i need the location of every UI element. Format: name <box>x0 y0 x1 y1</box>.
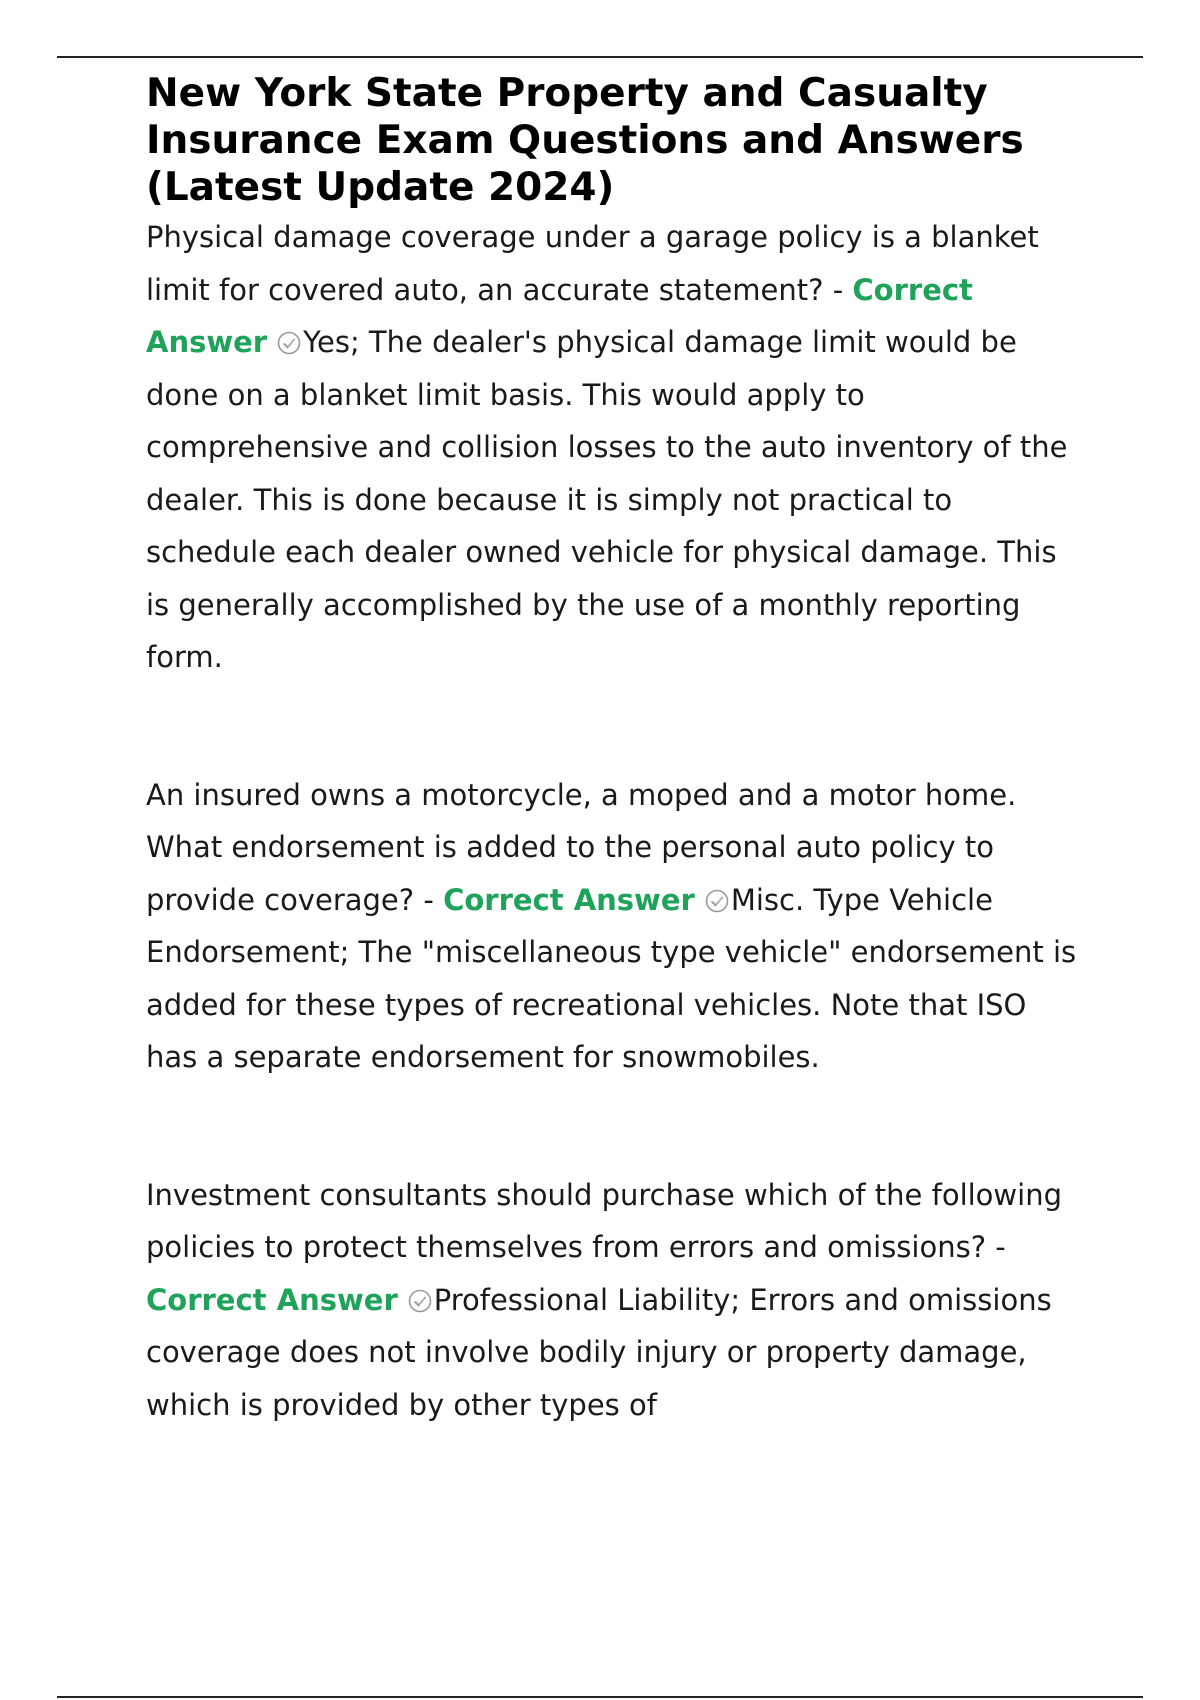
question-text: An insured owns a motorcycle, a moped and a motor home. What endorsement is added to the personal auto policy to provide coverage? - <box>146 777 1017 917</box>
check-circle-icon <box>408 1289 432 1313</box>
answer-text: Misc. Type Vehicle Endorsement; The "miscellaneous type vehicle" endorsement is added for these types of recreational vehicles. Note that ISO has a separate endorsement for snowmobiles. <box>146 882 1077 1074</box>
correct-answer-label: Correct Answer <box>146 272 973 359</box>
qa-item-1 <box>146 211 1086 684</box>
qa-item-2 <box>146 769 1086 1084</box>
answer-text: Yes; The dealer's physical damage limit would be done on a blanket limit basis. This would apply to comprehensive and collision losses to the auto inventory of the dealer. This is done because it is simply not practical to schedule each dealer owned vehicle for physical damage. This is generally accomplished by the use of a monthly reporting form. <box>146 325 1068 674</box>
question-text: Physical damage coverage under a garage policy is a blanket limit for covered auto, an accurate statement? - <box>146 220 1039 307</box>
bottom-rule <box>57 1696 1143 1698</box>
qa-item-3 <box>146 1169 1086 1432</box>
document-title: New York State Property and Casualty Insurance Exam Questions and Answers (Latest Update 2024) <box>146 71 1024 210</box>
answer-text: Professional Liability; Errors and omissions coverage does not involve bodily injury or property damage, which is provided by other types of <box>146 1282 1052 1422</box>
check-circle-icon <box>705 889 729 913</box>
document-body <box>146 70 1086 1431</box>
check-circle-icon <box>277 331 301 355</box>
correct-answer-label: Correct Answer <box>443 882 695 917</box>
correct-answer-label: Correct Answer <box>146 1282 398 1317</box>
question-text: Investment consultants should purchase which of the following policies to protect themselves from errors and omissions? - <box>146 1177 1062 1264</box>
top-rule <box>57 56 1143 58</box>
